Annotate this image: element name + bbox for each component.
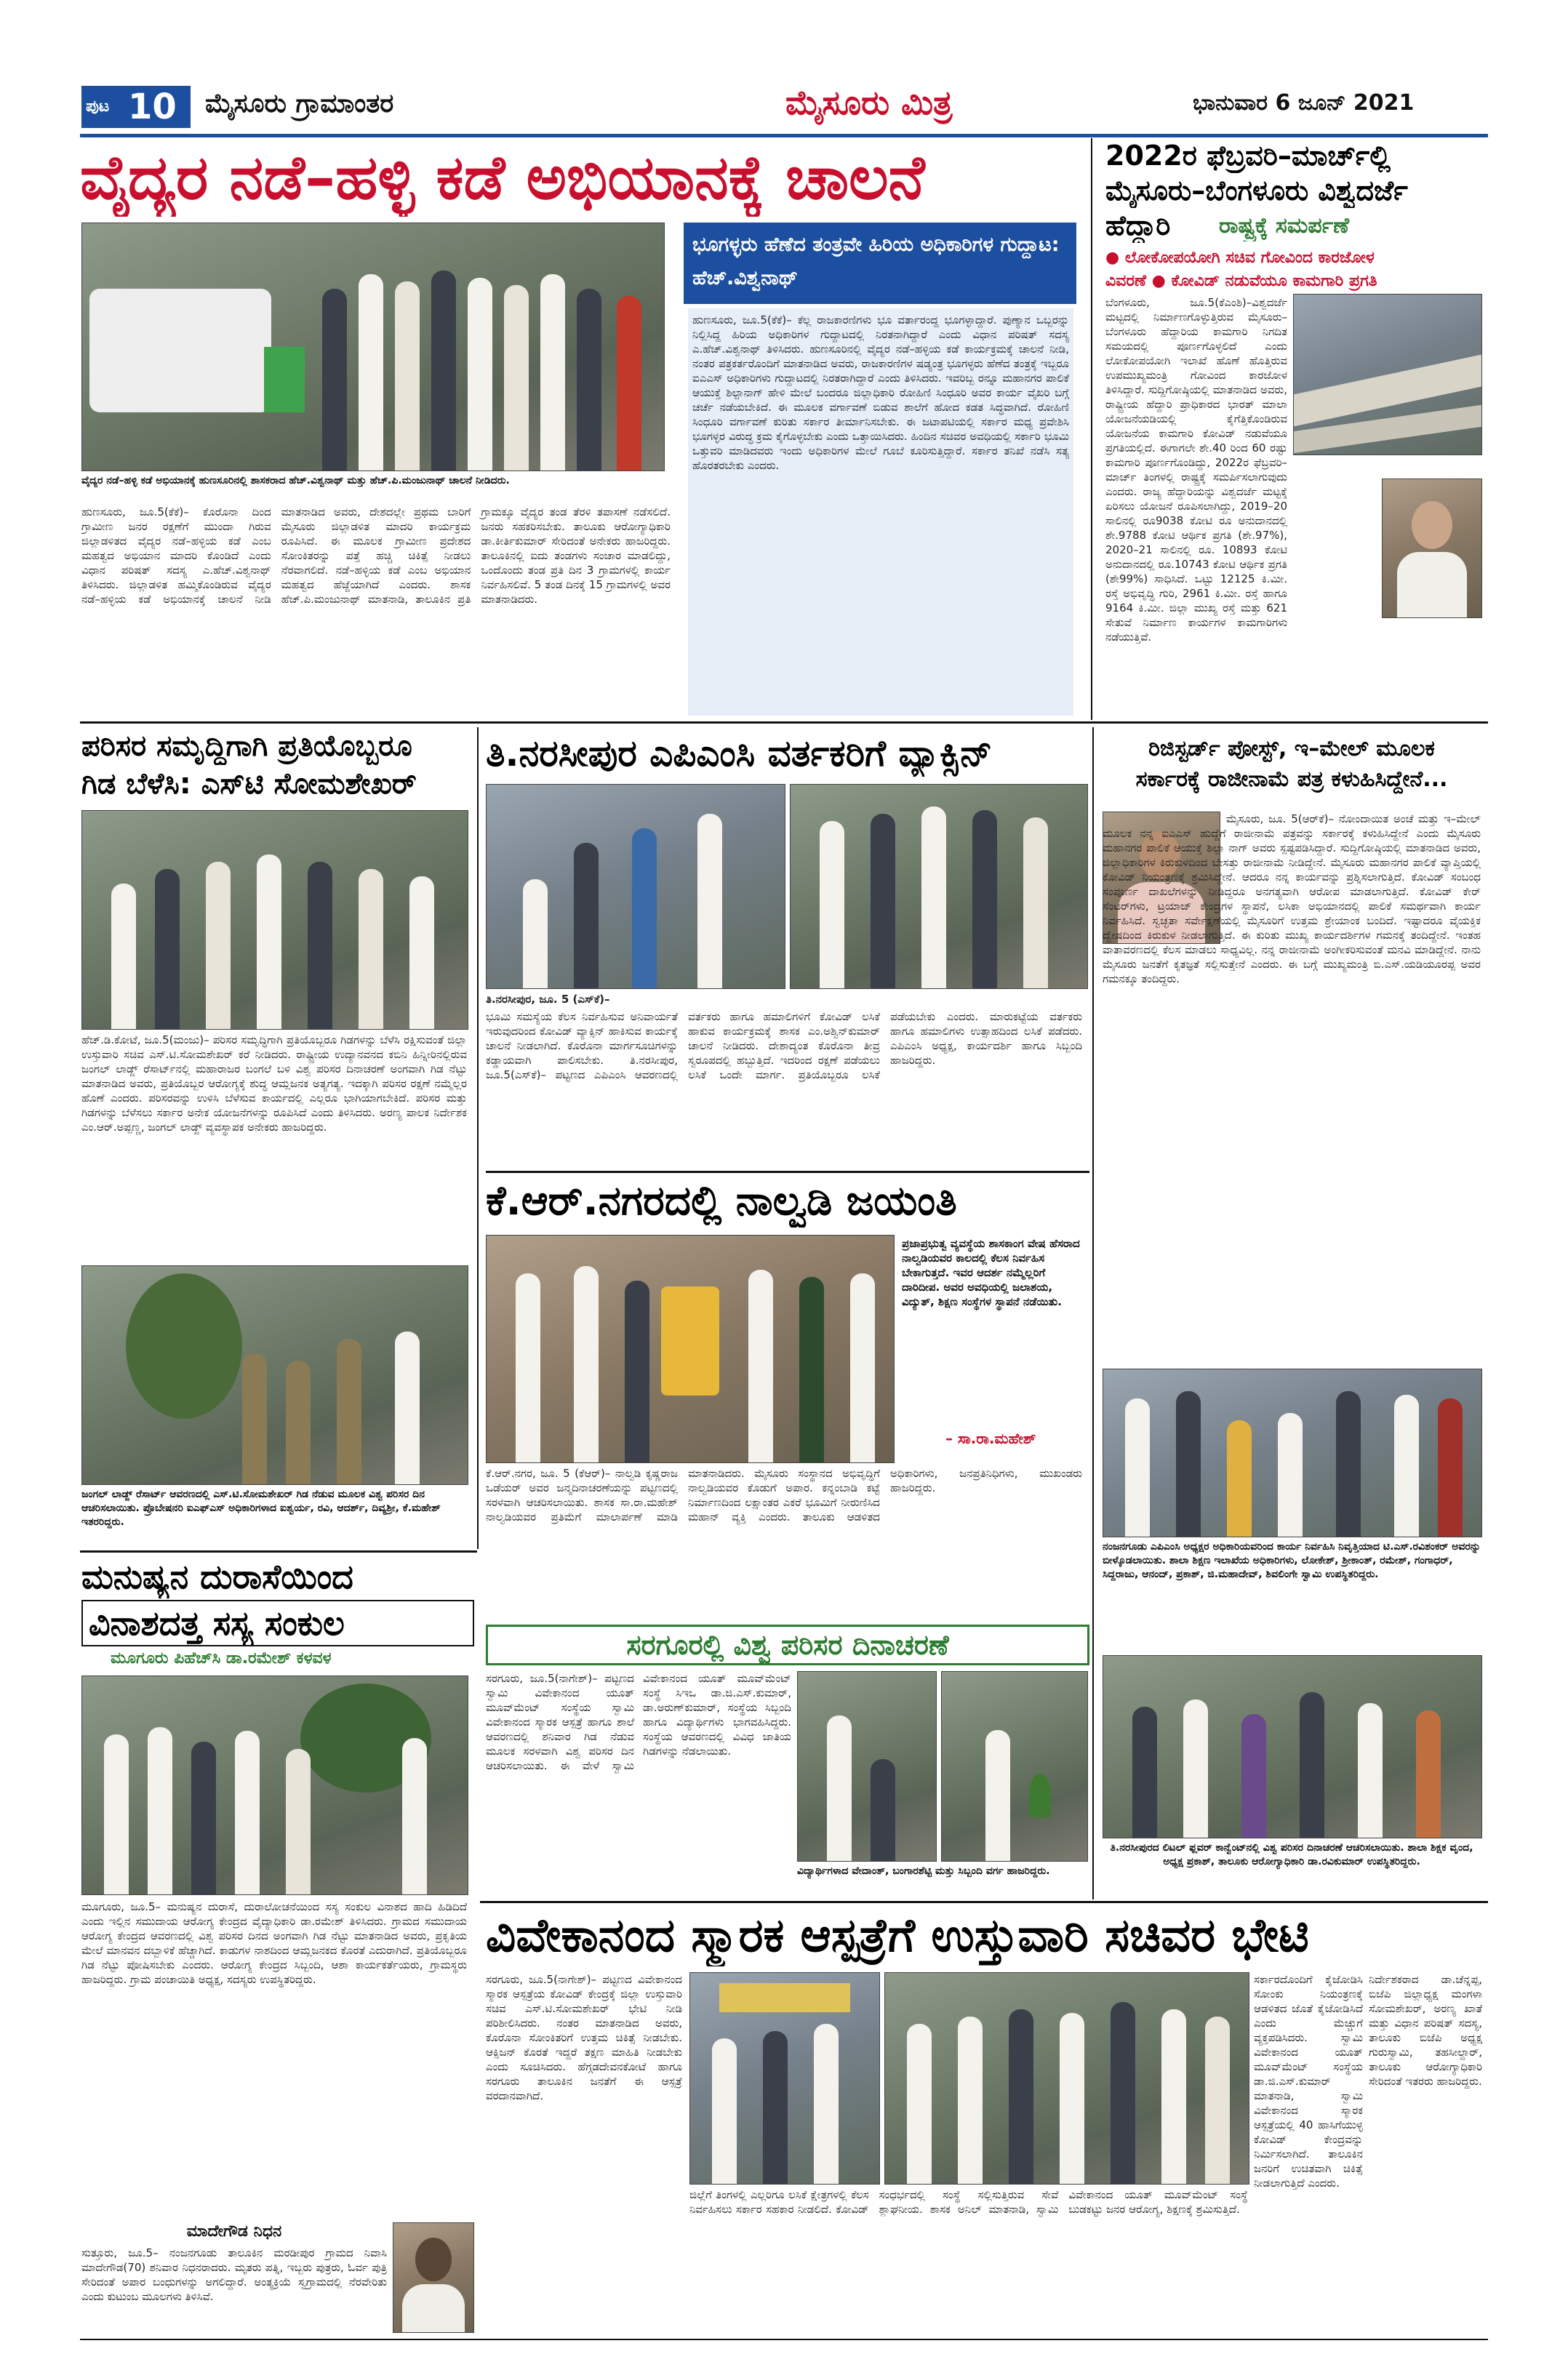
- vivekananda-headline: ವಿವೇಕಾನಂದ ಸ್ಮಾರಕ ಆಸ್ಪತ್ರೆಗೆ ಉಸ್ತುವಾರಿ ಸಚಿವರ ಭೇಟಿ: [486, 1909, 1309, 1963]
- vaccine-photo-1: [486, 784, 785, 989]
- vivekananda-body-4: ನಿರ್ದೇಶಕರಾದ ಡಾ.ಚೆನ್ನಪ್ಪ, ಬಿಜೆಪಿ ಜಿಲ್ಲಾಧ್ಯಕ್ಷ ಮಂಗಳಾ ಸೋಮಶೇಖರ್, ಅರಣ್ಯ ಖಾತೆ ಮತ್ತು ವಿಧಾನ ಪರಿಷತ್ ಸದಸ್ಯ, ತಾಲೂಕು ಬಿಜೆಪಿ ಅಧ್ಯಕ್ಷ ಗುರುಸ್ವಾಮಿ, ತಹಸೀಲ್ದಾರ್, ತಾಲೂಕು ಆರೋಗ್ಯಾಧಿಕಾರಿ ಸೇರಿದಂತೆ ಇತರರು ಹಾಜರಿದ್ದರು.: [1369, 1973, 1482, 2088]
- lead-caption: ವೈದ್ಯರ ನಡೆ–ಹಳ್ಳಿ ಕಡೆ ಅಭಿಯಾನಕ್ಕೆ ಹುಣಸೂರಿನಲ್ಲಿ ಶಾಸಕರಾದ ಹೆಚ್.ವಿಶ್ವನಾಥ್ ಮತ್ತು ಹೆಚ್.ಪಿ.ಮಂಜುನಾಥ್ ಚಾಲನೆ ನೀಡಿದರು.: [81, 475, 510, 487]
- sidebar1-headline: ಭೂಗಳ್ಳರು ಹೆಣೆದ ತಂತ್ರವೇ ಹಿರಿಯ ಅಧಿಕಾರಿಗಳ ಗುದ್ದಾಟ: ಹೆಚ್.ವಿಶ್ವನಾಥ್: [692, 233, 1060, 289]
- vivekananda-body-1: ಸರಗೂರು, ಜೂ.5(ನಾಗೇಶ್)– ಪಟ್ಟಣದ ವಿವೇಕಾನಂದ ಸ್ಮಾರಕ ಆಸ್ಪತ್ರೆಯ ಕೋವಿಡ್ ಕೇಂದ್ರಕ್ಕೆ ಜಿಲ್ಲಾ ಉಸ್ತುವಾರಿ ಸಚಿವ ಎಸ್.ಟಿ.ಸೋಮಶೇಖರ್ ಭೇಟಿ ನೀಡಿ ಪರಿಶೀಲಿಸಿದರು. ನಂತರ ಮಾತನಾಡಿದ ಅವರು, ಕೊರೊನಾ ಸೋಂಕಿತರಿಗೆ ಉತ್ತಮ ಚಿಕಿತ್ಸೆ ನೀಡಬೇಕು. ಆಕ್ಸಿಜನ್ ಕೊರತೆ ಇದ್ದರೆ ತಕ್ಷಣ ಮಾಹಿತಿ ನೀಡಬೇಕು ಎಂದು ಸೂಚಿಸಿದರು. ಹೆಗ್ಗಡದೇವನಕೋಟೆ ಹಾಗೂ ಸರಗೂರು ತಾಲೂಕಿನ ಜನತೆಗೆ ಈ ಆಸ್ಪತ್ರೆ ವರದಾನವಾಗಿದೆ.: [486, 1973, 682, 2102]
- sapling: [1029, 1774, 1051, 1817]
- greed-body: ಮೂಗೂರು, ಜೂ.5– ಮನುಷ್ಯನ ದುರಾಸೆ, ದುರಾಲೋಚನೆಯಿಂದ ಸಸ್ಯ ಸಂಕುಲ ವಿನಾಶದ ಹಾದಿ ಹಿಡಿದಿದೆ ಎಂದು ಇಲ್ಲಿನ ಸಮುದಾಯ ಆರೋಗ್ಯ ಕೇಂದ್ರದ ವೈದ್ಯಾಧಿಕಾರಿ ಡಾ.ರಮೇಶ್ ತಿಳಿಸಿದರು. ಗ್ರಾಮದ ಸಮುದಾಯ ಆರೋಗ್ಯ ಕೇಂದ್ರದ ಆವರಣದಲ್ಲಿ ವಿಶ್ವ ಪರಿಸರ ದಿನದ ಅಂಗವಾಗಿ ಗಿಡ ನೆಟ್ಟು ಮಾತನಾಡಿದ ಅವರು, ಪ್ರಕೃತಿಯ ಮೇಲೆ ಮಾನವನ ದಬ್ಬಾಳಿಕೆ ಹೆಚ್ಚಾಗಿದೆ. ಕಾಡುಗಳ ನಾಶದಿಂದ ಆಮ್ಲಜನಕದ ಕೊರತೆ ಎದುರಾಗಿದೆ. ಪ್ರತಿಯೊಬ್ಬರೂ ಗಿಡ ನೆಟ್ಟು ಪೋಷಿಸಬೇಕು ಎಂದರು. ಆರೋಗ್ಯ ಕೇಂದ್ರದ ಸಿಬ್ಬಂದಿ, ಆಶಾ ಕಾರ್ಯಕರ್ತೆಯರು, ಗ್ರಾಮಸ್ಥರು ಹಾಜರಿದ್ದರು. ಗ್ರಾಮ ಪಂಚಾಯಿತಿ ಅಧ್ಯಕ್ಷ, ಸದಸ್ಯರು ಉಪಸ್ಥಿತರಿದ್ದರು.: [81, 1900, 467, 1986]
- tree-shape: [126, 1273, 242, 1419]
- sargur-caption: ವಿದ್ಯಾರ್ಥಿಗಳಾದ ವೇದಾಂತ್, ಬಂಗಾರಶೆಟ್ಟಿ ಮತ್ತು ಸಿಬ್ಬಂದಿ ವರ್ಗ ಹಾಜರಿದ್ದರು.: [797, 1865, 1050, 1877]
- issue-date: ಭಾನುವಾರ 6 ಜೂನ್ 2021: [1193, 90, 1415, 116]
- greed-subhead: ಮೂಗೂರು ಪಿಹೆಚ್‌ಸಿ ಡಾ.ರಮೇಶ್ ಕಳವಳ: [111, 1649, 332, 1668]
- col-divider-3: [1092, 727, 1094, 1899]
- sargur-photo-2: [941, 1671, 1088, 1862]
- obit-head: [415, 2238, 452, 2281]
- page-label: ಪುಟ: [86, 97, 110, 116]
- expressway-bullet-2: ವಿವರಣೆ ● ಕೋವಿಡ್ ನಡುವೆಯೂ ಕಾಮಗಾರಿ ಪ್ರಗತಿ: [1105, 272, 1377, 290]
- greed-headline-1: ಮನುಷ್ಯನ ದುರಾಸೆಯಿಂದ: [81, 1557, 353, 1596]
- nalwadi-quote: ಪ್ರಜಾಪ್ರಭುತ್ವ ವ್ಯವಸ್ಥೆಯ ಶಾಸಕಾಂಗ ವೇಷ ಹೆಸರಾದ ನಾಲ್ವಡಿಯವರ ಕಾಲದಲ್ಲಿ ಕೆಲಸ ನಿರ್ವಹಿಸ ಬೇಕಾಗುತ್ತದೆ. ಇವರ ಆದರ್ಶ ನಮ್ಮೆಲ್ಲರಿಗೆ ದಾರಿದೀಪ. ಅವರ ಅವಧಿಯಲ್ಲಿ ಜಲಾಶಯ, ವಿದ್ಯುತ್, ಶಿಕ್ಷಣ ಸಂಸ್ಥೆಗಳ ಸ್ಥಾಪನೆ ನಡೆಯಿತು.: [902, 1237, 1080, 1308]
- brand-logo: ಮೈಸೂರು ಮಿತ್ರ: [785, 83, 953, 122]
- expressway-headline-3a: ಹೆದ್ದಾರಿ: [1105, 209, 1171, 241]
- minister-body: [1397, 552, 1467, 617]
- rule-row1: [80, 721, 1488, 724]
- rule-vivekananda: [480, 1901, 1488, 1903]
- bin-shape: [264, 347, 305, 412]
- lead-body: ಹುಣಸೂರು, ಜೂ.5(ಕೆಕೆ)– ಕೊರೊನಾ ದಿಂದ ಗ್ರಾಮೀಣ ಜನರ ರಕ್ಷಣೆಗೆ ಮುಂದಾ ಗಿರುವ ಜಿಲ್ಲಾಡಳಿತದ ವೈದ್ಯರ ನಡೆ–ಹಳ್ಳಿಯ ಕಡೆ ಎಂಬ ಮಹತ್ವದ ಅಭಿಯಾನ ಮಾದರಿ ಕೊಂಡಿದೆ ಎಂದು ವಿಧಾನ ಪರಿಷತ್ ಸದಸ್ಯ ಎ.ಹೆಚ್.ವಿಶ್ವನಾಥ್ ತಿಳಿಸಿದರು. ಜಿಲ್ಲಾಡಳಿತ ಹಮ್ಮಿಕೊಂಡಿರುವ ವೈದ್ಯರ ನಡೆ–ಹಳ್ಳಿಯ ಕಡೆ ಅಭಿಯಾನಕ್ಕೆ ಚಾಲನೆ ನೀಡಿ ಮಾತನಾಡಿದ ಅವರು, ದೇಶದಲ್ಲೇ ಪ್ರಥಮ ಬಾರಿಗೆ ಮೈಸೂರು ಜಿಲ್ಲಾಡಳಿತ ಮಾದರಿ ಕಾರ್ಯಕ್ರಮ ರೂಪಿಸಿದೆ. ಈ ಮೂಲಕ ಗ್ರಾಮೀಣ ಪ್ರದೇಶದ ಸೋಂಕಿತರನ್ನು ಪತ್ತೆ ಹಚ್ಚಿ ಚಿಕಿತ್ಸೆ ನೀಡಲು ನೆರವಾಗಲಿದೆ. ನಡೆ–ಹಳ್ಳಿಯ ಕಡೆ ಎಂಬ ಅಭಿಯಾನ ಮಹತ್ವದ ಹೆಜ್ಜೆಯಾಗಿದೆ ಎಂದರು. ಶಾಸಕ ಹೆಚ್.ಪಿ.ಮಂಜುನಾಥ್ ಮಾತನಾಡಿ, ತಾಲೂಕಿನ ಪ್ರತಿ ಗ್ರಾಮಕ್ಕೂ ವೈದ್ಯರ ತಂಡ ತೆರಳಿ ತಪಾಸಣೆ ನಡೆಸಲಿದೆ. ಜನರು ಸಹಕರಿಸಬೇಕು. ತಾಲೂಕು ಆರೋಗ್ಯಾಧಿಕಾರಿ ಡಾ.ಕೀರ್ತಿಕುಮಾರ್ ಸೇರಿದಂತೆ ಅನೇಕರು ಹಾಜರಿದ್ದರು. ತಾಲೂಕಿನಲ್ಲಿ ಐದು ತಂಡಗಳು ಸಂಚಾರ ಮಾಡಲಿದ್ದು, ಒಂದೊಂದು ತಂಡ ಪ್ರತಿ ದಿನ 3 ಗ್ರಾಮಗಳಲ್ಲಿ ಕಾರ್ಯ ನಿರ್ವಹಿಸಲಿವೆ. 5 ತಂಡ ದಿನಕ್ಕೆ 15 ಗ್ರಾಮಗಳಲ್ಲಿ ಅವರ ಮಾತನಾಡಿದರು.: [81, 505, 671, 606]
- vaccine-photo-2: [790, 784, 1088, 989]
- vivekananda-photo-2: [884, 1972, 1249, 2185]
- vivekananda-body-2: ಜಿಲ್ಲೆಗೆ ತಿಂಗಳಲ್ಲಿ ಎಲ್ಲರಿಗೂ ಲಸಿಕೆ ಕ್ಷೇತ್ರಗಳಲ್ಲಿ ಕೆಲಸ ನಿರ್ವಹಿಸಲು ಸರ್ಕಾರ ಸಹಕಾರ ನೀಡಲಿದೆ. ಕೋವಿಡ್ ಸಂಧರ್ಭದಲ್ಲಿ ಸಂಸ್ಥೆ ಸಲ್ಲಿಸುತ್ತಿರುವ ಸೇವೆ ಶ್ಲಾಘನೀಯ. ಶಾಸಕ ಅನಿಲ್ ಮಾತನಾಡಿ, ಸ್ವಾಮಿ ವಿವೇಕಾನಂದ ಯೂತ್ ಮೂವ್‌ಮೆಂಟ್ ಸಂಸ್ಥೆ ಬುಡಕಟ್ಟು ಜನರ ಆರೋಗ್ಯ, ಶಿಕ್ಷಣಕ್ಕೆ ಶ್ರಮಿಸುತ್ತಿದೆ.: [689, 2188, 1248, 2216]
- expressway-headline-2: ಮೈಸೂರು–ಬೆಂಗಳೂರು ವಿಶ್ವದರ್ಜೆ: [1105, 175, 1408, 207]
- expressway-body: ಬೆಂಗಳೂರು, ಜೂ.5(ಕೆಎಂಶಿ)–ವಿಶ್ವದರ್ಜೆ ಮಟ್ಟದಲ್ಲಿ ನಿರ್ಮಾಣಗೊಳ್ಳುತ್ತಿರುವ ಮೈಸೂರು–ಬೆಂಗಳೂರು ಹೆದ್ದಾರಿಯ ಕಾಮಗಾರಿ ನಿಗದಿತ ಸಮಯದಲ್ಲಿ ಪೂರ್ಣಗೊಳ್ಳಲಿದೆ ಎಂದು ಲೋಕೋಪಯೋಗಿ ಇಲಾಖೆ ಹೊಣೆ ಹೊತ್ತಿರುವ ಉಪಮುಖ್ಯಮಂತ್ರಿ ಗೋವಿಂದ ಕಾರಜೋಳ ತಿಳಿಸಿದ್ದಾರೆ. ಸುದ್ದಿಗೋಷ್ಠಿಯಲ್ಲಿ ಮಾತನಾಡಿದ ಅವರು, ರಾಷ್ಟ್ರೀಯ ಹೆದ್ದಾರಿ ಪ್ರಾಧಿಕಾರದ ಭಾರತ್ ಮಾಲಾ ಯೋಜನೆಯಡಿಯಲ್ಲಿ ಕೈಗೆತ್ತಿಕೊಂಡಿರುವ ಯೋಜನೆಯ ಕಾಮಗಾರಿ ಕೋವಿಡ್ ನಡುವೆಯೂ ಪ್ರಗತಿಯಲ್ಲಿದೆ. ಈಗಾಗಲೇ ಶೇ.40 ರಿಂದ 60 ರಷ್ಟು ಕಾಮಗಾರಿ ಪೂರ್ಣಗೊಂಡಿದ್ದು, 2022ರ ಫೆಬ್ರವರಿ–ಮಾರ್ಚ್ ತಿಂಗಳಲ್ಲಿ ರಾಷ್ಟ್ರಕ್ಕೆ ಸಮರ್ಪಿಸಲಾಗುವುದು ಎಂದರು. ರಾಜ್ಯ ಹೆದ್ದಾರಿಯನ್ನು ವಿಶ್ವದರ್ಜೆ ಮಟ್ಟಕ್ಕೆ ಏರಿಸಲು ಯೋಜನೆ ರೂಪಿಸಲಾಗಿದ್ದು, 2019–20 ಸಾಲಿನಲ್ಲಿ ರೂ9038 ಕೋಟಿ ರೂ ಅನುದಾನದಲ್ಲಿ ಶೇ.9788 ಕೋಟಿ ಆರ್ಥಿಕ ಪ್ರಗತಿ (ಶೇ.97%), 2020–21 ಸಾಲಿನಲ್ಲಿ ರೂ. 10893 ಕೋಟಿ ಅನುದಾನದಲ್ಲಿ ರೂ.10743 ಕೋಟಿ ಆರ್ಥಿಕ ಪ್ರಗತಿ (ಶೇ99%) ಸಾಧಿಸಿದೆ. ಒಟ್ಟು 12125 ಕಿ.ಮೀ. ರಸ್ತೆ ಅಭಿವೃದ್ಧಿ ಗುರಿ, 2961 ಕಿ.ಮೀ. ರಸ್ತೆ ಹಾಗೂ 9164 ಕಿ.ಮೀ. ಜಿಲ್ಲಾ ಮುಖ್ಯ ರಸ್ತೆ ಮತ್ತು 621 ಸೇತುವೆ ನಿರ್ಮಾಣ ಕಾರ್ಯಗಳ ಕಾಮಗಾರಿಗಳು ನಡೆಯುತ್ತಿವೆ.: [1105, 296, 1287, 644]
- vaccine-caption-dateline: ತಿ.ನರಸೀಪುರ, ಜೂ. 5 (ಎಸ್‌ಕೆ)–: [486, 993, 610, 1006]
- page-number: 10: [128, 87, 177, 127]
- greed-headline-2: ವಿನಾಶದತ್ತ ಸಸ್ಯ ಸಂಕುಲ: [81, 1600, 474, 1646]
- plant-body: ಹೆಚ್.ಡಿ.ಕೋಟೆ, ಜೂ.5(ಮಂಜು)– ಪರಿಸರ ಸಮೃದ್ಧಿಗಾಗಿ ಪ್ರತಿಯೊಬ್ಬರೂ ಗಿಡಗಳನ್ನು ಬೆಳೆಸಿ ರಕ್ಷಿಸುವಂತೆ ಜಿಲ್ಲಾ ಉಸ್ತುವಾರಿ ಸಚಿವ ಎಸ್.ಟಿ.ಸೋಮಶೇಖರ್ ಕರೆ ನೀಡಿದರು. ರಾಷ್ಟ್ರೀಯ ಉದ್ಯಾನವನದ ಕಬಿನಿ ಹಿನ್ನೀರಿನಲ್ಲಿರುವ ಜಂಗಲ್ ಲಾಡ್ಜ್ ರೆಸಾರ್ಟ್‌ನಲ್ಲಿ ಮಹಾರಾಜರ ಬಂಗಲೆ ಬಳಿ ವಿಶ್ವ ಪರಿಸರ ದಿನಾಚರಣೆ ಅಂಗವಾಗಿ ಗಿಡ ನೆಟ್ಟು ಮಾತನಾಡಿದ ಅವರು, ಪ್ರತಿಯೊಬ್ಬರ ಆರೋಗ್ಯಕ್ಕೆ ಶುದ್ಧ ಆಮ್ಲಜನಕ ಅತ್ಯಗತ್ಯ. ಇದಕ್ಕಾಗಿ ಪರಿಸರ ರಕ್ಷಣೆ ನಮ್ಮೆಲ್ಲರ ಹೊಣೆ ಎಂದರು. ಪರಿಸರವನ್ನು ಉಳಿಸಿ ಬೆಳೆಸುವ ಕಾರ್ಯದಲ್ಲಿ ಎಲ್ಲರೂ ಭಾಗಿಯಾಗಬೇಕಿದೆ. ಪರಿಸರ ಮತ್ತು ಗಿಡಗಳನ್ನು ಬೆಳೆಸಲು ಸರ್ಕಾರ ಅನೇಕ ಯೋಜನೆಗಳನ್ನು ರೂಪಿಸಿದೆ ಎಂದು ತಿಳಿಸಿದರು. ಅರಣ್ಯ ಪಾಲಕ ನಿರ್ದೇಶಕ ಎಂ.ಆರ್.ಅಪ್ಪಣ್ಣ, ಜಂಗಲ್ ಲಾಡ್ಜ್ ವ್ಯವಸ್ಥಾಪಕ ಅನೇಕರು ಹಾಜರಿದ್ದರು.: [81, 1033, 467, 1134]
- sidebar1-body: ಹುಣಸೂರು, ಜೂ.5(ಕೆಕೆ)– ಕೆಲ್ಲ ರಾಜಕಾರಣಿಗಳು ಭೂ ವರ್ತಾರಂದ್ದ ಭೂಗಳ್ಳಾದ್ದಾರೆ. ಪುಣ್ಯಾನ ಒಬ್ಬರನ್ನು ನಿಲ್ಲಿಸಿದ್ದ ಹಿರಿಯ ಅಧಿಕಾರಿಗಳ ಗುದ್ದಾಟದಲ್ಲಿ ನಿರತನಾಗಿದ್ದಾರೆ ಎಂದು ವಿಧಾನ ಪರಿಷತ್ ಸದಸ್ಯ ಎ.ಹೆಚ್.ವಿಶ್ವನಾಥ್ ತಿಳಿಸಿದರು. ಹುಣಸೂರಿನಲ್ಲಿ ವೈದ್ಯರ ನಡೆ–ಹಳ್ಳಿಯ ಕಡೆ ಕಾರ್ಯಕ್ರಮಕ್ಕೆ ಚಾಲನೆ ನೀಡಿ, ನಂತರ ಪತ್ರಕರ್ತರೊಂದಿಗೆ ಮಾತನಾಡಿದ ಅವರು, ರಾಜಕಾರಣಿಗಳ ಷಡ್ಯಂತ್ರ ಭೂಗಳ್ಳರು ಹೆಣೆದ ತಂತ್ರಕ್ಕೆ ಇಬ್ಬರೂ ಐಎಎಸ್ ಅಧಿಕಾರಿಗಳು ಗುದ್ದಾಟದಲ್ಲಿ ನಿರತರಾಗಿದ್ದಾರೆ ಎಂದು ತಿಳಿಸಿದರು. ಇವರಿಬ್ಬ ರನ್ನೂ ಮಹಾನಗರ ಪಾಲಿಕೆ ಆಯುಕ್ತೆ ಶಿಲ್ಪಾನಾಗ್ ಹೇಳಿ ಮೇಲೆ ಬಂದರೂ ಜಿಲ್ಲಾಧಿಕಾರಿ ರೋಹಿಣಿ ಸಿಂಧೂರಿ ಅವರ ಕಾರ್ಯ ವೈಖರಿ ಬಗ್ಗೆ ಚರ್ಚೆ ನಡೆಯಬೇಕಿದೆ. ಈ ಮೂಲಕ ವರ್ಗಾವಣೆ ಬಿಡುವ ಶಾಲೆಗೆ ಹೋದ ಕಡತ ಸಿದ್ಧವಾಗಿದೆ. ರೋಹಿಣಿ ಸಿಂಧೂರಿ ವರ್ಗಾವಣೆ ಕುರಿತು ಸರ್ಕಾರ ತೀರ್ಮಾನಿಸಬೇಕು. ಈ ಜಟಾಪಟಿಯಲ್ಲಿ ಸರ್ಕಾರ ಮಧ್ಯ ಪ್ರವೇಶಿಸಿ ಭೂಗಳ್ಳರ ವಿರುದ್ಧ ಕ್ರಮ ಕೈಗೊಳ್ಳಬೇಕು ಎಂದು ಒತ್ತಾಯಿಸಿದರು. ಹಿಂದಿನ ಸಚಿವರ ಅವಧಿಯಲ್ಲಿ ಸರ್ಕಾರಿ ಭೂಮಿ ಒತ್ತುವರಿ ಮಾಡಿದವರು ಇಂದು ಅಧಿಕಾರಿಗಳ ಮೇಲೆ ಗೂಬೆ ಕೂರಿಸುತ್ತಿದ್ದಾರೆ. ಸರ್ಕಾರ ತನಿಖೆ ನಡೆಸಿ ಸತ್ಯ ಹೊರತರಬೇಕು ಎಂದರು.: [688, 308, 1073, 716]
- tnpur-caption: ತಿ.ನರಸೀಪುರದ ಲಿಟಲ್ ಫ್ಲವರ್ ಕಾನ್ವೆಂಟ್‌ನಲ್ಲಿ ವಿಶ್ವ ಪರಿಸರ ದಿನಾಚರಣೆ ಆಚರಿಸಲಾಯಿತು. ಶಾಲಾ ಶಿಕ್ಷಕ ವೃಂದ, ಅಧ್ಯಕ್ಷ ಪ್ರಕಾಶ್, ತಾಲೂಕು ಆರೋಗ್ಯಾಧಿಕಾರಿ ಡಾ.ರವಿಕುಮಾರ್ ಉಪಸ್ಥಿತರಿದ್ದರು.: [1110, 1842, 1473, 1867]
- plant-caption: ಜಂಗಲ್ ಲಾಡ್ಜ್ ರೆಸಾರ್ಟ್ ಆವರಣದಲ್ಲಿ ಎಸ್.ಟಿ.ಸೋಮಶೇಖರ್ ಗಿಡ ನೆಡುವ ಮೂಲಕ ವಿಶ್ವ ಪರಿಸರ ದಿನ ಆಚರಿಸಲಾಯಿತು. ಪ್ರೊಬೇಷನರಿ ಐಎಫ್‌ಎಸ್ ಅಧಿಕಾರಿಗಳಾದ ಐಶ್ವರ್ಯ, ರವಿ, ಆದರ್ಶ್, ದಿವ್ಯಶ್ರೀ, ಕೆ.ಮಹೇಶ್ ಇತರರಿದ್ದರು.: [81, 1489, 441, 1528]
- car-shape: [89, 289, 271, 412]
- vaccine-body: ಭೂಮಿ ಸಮಸ್ಯೆಯ ಕೆಲಸ ನಿರ್ವಹಿಸುವ ಅನಿವಾರ್ಯತೆ ಇರುವುದರಿಂದ ಕೋವಿಡ್ ವ್ಯಾಕ್ಸಿನ್ ಹಾಕಿಸುವ ಕಾರ್ಯಕ್ಕೆ ಚಾಲನೆ ನೀಡಲಾಗಿದೆ. ಕೊರೊನಾ ಮಾರ್ಗಸೂಚಿಗಳನ್ನು ಕಡ್ಡಾಯವಾಗಿ ಪಾಲಿಸಬೇಕು. ತಿ.ನರಸೀಪುರ, ಜೂ.5(ಎಸ್‌ಕೆ)– ಪಟ್ಟಣದ ಎಪಿಎಂಸಿ ಆವರಣದಲ್ಲಿ ವರ್ತಕರು ಹಾಗೂ ಹಮಾಲಿಗಳಿಗೆ ಕೋವಿಡ್ ಲಸಿಕೆ ಹಾಕುವ ಕಾರ್ಯಕ್ರಮಕ್ಕೆ ಶಾಸಕ ಎಂ.ಅಶ್ವಿನ್‌ಕುಮಾರ್ ಚಾಲನೆ ನೀಡಿದರು. ದೇಶಾದ್ಯಂತ ಕೊರೊನಾ ತೀವ್ರ ಸ್ವರೂಪದಲ್ಲಿ ಹಬ್ಬುತ್ತಿದೆ. ಇದರಿಂದ ರಕ್ಷಣೆ ಪಡೆಯಲು ಲಸಿಕೆ ಒಂದೇ ಮಾರ್ಗ. ಪ್ರತಿಯೊಬ್ಬರೂ ಲಸಿಕೆ ಪಡೆಯಬೇಕು ಎಂದರು. ಮಾರುಕಟ್ಟೆಯ ವರ್ತಕರು ಹಾಗೂ ಹಮಾಲಿಗಳು ಉತ್ಸಾಹದಿಂದ ಲಸಿಕೆ ಪಡೆದರು. ಎಪಿಎಂಸಿ ಅಧ್ಯಕ್ಷ, ಕಾರ್ಯದರ್ಶಿ ಹಾಗೂ ಸಿಬ್ಬಂದಿ ಹಾಜರಿದ್ದರು.: [486, 1010, 1082, 1081]
- nalwadi-body: ಕೆ.ಆರ್.ನಗರ, ಜೂ. 5 (ಕೆಆರ್‌)– ನಾಲ್ವಡಿ ಕೃಷ್ಣರಾಜ ಒಡೆಯರ್ ಅವರ ಜನ್ಮದಿನಾಚರಣೆಯನ್ನು ಪಟ್ಟಣದಲ್ಲಿ ಸರಳವಾಗಿ ಆಚರಿಸಲಾಯಿತು. ಶಾಸಕ ಸಾ.ರಾ.ಮಹೇಶ್ ನಾಲ್ವಡಿಯವರ ಪ್ರತಿಮೆಗೆ ಮಾಲಾರ್ಪಣೆ ಮಾಡಿ ಮಾತನಾಡಿದರು. ಮೈಸೂರು ಸಂಸ್ಥಾನದ ಅಭಿವೃದ್ಧಿಗೆ ನಾಲ್ವಡಿಯವರ ಕೊಡುಗೆ ಅಪಾರ. ಕನ್ನಂಬಾಡಿ ಕಟ್ಟೆ ನಿರ್ಮಾಣದಿಂದ ಲಕ್ಷಾಂತರ ಎಕರೆ ಭೂಮಿಗೆ ನೀರುಣಿಸಿದ ಮಹಾನ್ ವ್ಯಕ್ತಿ ಎಂದರು. ತಾಲೂಕು ಆಡಳಿತದ ಅಧಿಕಾರಿಗಳು, ಜನಪ್ರತಿನಿಧಿಗಳು, ಮುಖಂಡರು ಹಾಜರಿದ್ದರು.: [486, 1467, 1082, 1524]
- plant-photo-1: [81, 810, 468, 1030]
- nalwadi-photo: [486, 1235, 895, 1463]
- vivekananda-body-3: ಸರ್ಕಾರದೊಂದಿಗೆ ಕೈಜೋಡಿಸಿ ಸೋಂಕು ನಿಯಂತ್ರಣಕ್ಕೆ ಆಡಳಿತದ ಜೊತೆ ಕೈಜೋಡಿಸಿದೆ ಎಂದು ಮೆಚ್ಚುಗೆ ವ್ಯಕ್ತಪಡಿಸಿದರು. ಸ್ವಾಮಿ ವಿವೇಕಾನಂದ ಯೂತ್ ಮೂವ್‌ಮೆಂಟ್ ಸಂಸ್ಥೆಯ ಡಾ.ಜಿ.ಎಸ್.ಕುಮಾರ್ ಮಾತನಾಡಿ, ಸ್ವಾಮಿ ವಿವೇಕಾನಂದ ಸ್ಮಾರಕ ಆಸ್ಪತ್ರೆಯಲ್ಲಿ 40 ಹಾಸಿಗೆಯುಳ್ಳ ಕೋವಿಡ್ ಕೇಂದ್ರವನ್ನು ನಿರ್ಮಿಸಲಾಗಿದೆ. ತಾಲೂಕಿನ ಜನರಿಗೆ ಉಚಿತವಾಗಿ ಚಿಕಿತ್ಸೆ ನೀಡಲಾಗುತ್ತಿದೆ ಎಂದರು.: [1254, 1973, 1363, 2190]
- expressway-bullet-1: ● ಲೋಕೋಪಯೋಗಿ ಸಚಿವ ಗೋವಿಂದ ಕಾರಜೋಳ: [1105, 249, 1375, 267]
- nanjangud-caption: ನಂಜನಗೂಡು ಎಪಿಎಂಸಿ ಅಧ್ಯಕ್ಷರ ಅಧಿಕಾರಿಯವರಿಂದ ಕಾರ್ಯ ನಿರ್ವಹಿಸಿ ನಿವೃತ್ತಿಯಾದ ಟಿ.ಎಸ್.ರವಿಶಂಕರ್ ಅವರನ್ನು ಬೀಳ್ಕೊಡಲಾಯಿತು. ಶಾಲಾ ಶಿಕ್ಷಣ ಇಲಾಖೆಯ ಅಧಿಕಾರಿಗಳು, ಲೋಕೇಶ್, ಶ್ರೀಕಾಂತ್, ರಮೇಶ್, ಗಂಗಾಧರ್, ಸಿದ್ದರಾಜು, ಆನಂದ್, ಪ್ರಕಾಶ್, ಜಿ.ಮಹಾದೇವ್, ಶಿವಲಿಂಗೇ ಸ್ವಾಮಿ ಉಪಸ್ಥಿತರಿದ್ದರು.: [1103, 1541, 1481, 1580]
- section-name: ಮೈಸೂರು ಗ್ರಾಮಾಂತರ: [205, 89, 394, 119]
- highway-photo: [1293, 294, 1482, 455]
- nalwadi-quote-author: – ಸಾ.ರಾ.ಮಹೇಶ್: [945, 1430, 1036, 1447]
- obit-body: [402, 2284, 465, 2332]
- col-divider-2: [477, 727, 479, 1549]
- vivekananda-photo-1: [689, 1972, 880, 2185]
- hospital-sign: [719, 1983, 850, 2012]
- obituary-body: ಸುತ್ತೂರು, ಜೂ.5– ನಂಜನಗೂಡು ತಾಲೂಕಿನ ಮರಡೀಪುರ ಗ್ರಾಮದ ನಿವಾಸಿ ಮಾದೇಗೌಡ(70) ಶನಿವಾರ ನಿಧನರಾದರು. ಮೃತರು ಪತ್ನಿ, ಇಬ್ಬರು ಪುತ್ರರು, ಓರ್ವ ಪುತ್ರಿ ಸೇರಿದಂತೆ ಅಪಾರ ಬಂಧುಗಳನ್ನು ಅಗಲಿದ್ದಾರೆ. ಅಂತ್ಯಕ್ರಿಯೆ ಸ್ವಗ್ರಾಮದಲ್ಲಿ ನೆರವೇರಿತು ಎಂದು ಕುಟುಂಬ ಮೂಲಗಳು ತಿಳಿಸಿವೆ.: [81, 2246, 387, 2303]
- obituary-title: ಮಾದೇಗೌಡ ನಿಧನ: [186, 2222, 282, 2241]
- lead-photo: [81, 223, 665, 471]
- sargur-headline: ಸರಗೂರಲ್ಲಿ ವಿಶ್ವ ಪರಿಸರ ದಿನಾಚರಣೆ: [626, 1629, 949, 1661]
- rule-greed: [80, 1550, 477, 1553]
- nanjangud-photo: [1103, 1369, 1482, 1537]
- nalwadi-headline: ಕೆ.ಆರ್.ನಗರದಲ್ಲಿ ನಾಲ್ವಡಿ ಜಯಂತಿ: [486, 1177, 957, 1225]
- portrait-flowers: [661, 1286, 719, 1396]
- vaccine-headline: ತಿ.ನರಸೀಪುರ ಎಪಿಎಂಸಿ ವರ್ತಕರಿಗೆ ವ್ಯಾಕ್ಸಿನ್: [486, 732, 993, 774]
- tnpur-photo: [1103, 1655, 1482, 1838]
- resign-headline-1: ರಿಜಿಸ್ಟರ್ಡ್ ಪೋಸ್ಟ್, ಇ–ಮೇಲ್ ಮೂಲಕ: [1148, 736, 1435, 761]
- rule-nalwadi: [486, 1171, 1089, 1173]
- expressway-headline-1: 2022ರ ಫೆಬ್ರವರಿ–ಮಾರ್ಚ್‌ಲ್ಲಿ: [1105, 140, 1391, 172]
- minister-head: [1412, 501, 1452, 549]
- footer-rule: [80, 2339, 1488, 2340]
- masthead-rule: [80, 134, 1488, 137]
- expressway-headline-3b: ರಾಷ್ಟ್ರಕ್ಕೆ ಸಮರ್ಪಣೆ: [1213, 211, 1355, 241]
- plant-headline-1: ಪರಿಸರ ಸಮೃದ್ಧಿಗಾಗಿ ಪ್ರತಿಯೊಬ್ಬರೂ: [81, 729, 412, 763]
- resign-body: ಮೈಸೂರು, ಜೂ. 5(ಆರ್‌ಕೆ)– ನೋಂದಾಯಿತ ಅಂಚೆ ಮತ್ತು ಇ–ಮೇಲ್ ಮೂಲಕ ನನ್ನ ಐಎಎಸ್ ಹುದ್ದೆಗೆ ರಾಜೀನಾಮೆ ಪತ್ರವನ್ನು ಸರ್ಕಾರಕ್ಕೆ ಕಳುಹಿಸಿದ್ದೇನೆ ಎಂದು ಮೈಸೂರು ಮಹಾನಗರ ಪಾಲಿಕೆ ಆಯುಕ್ತೆ ಶಿಲ್ಪಾ ನಾಗ್ ಅವರು ಸ್ಪಷ್ಟಪಡಿಸಿದ್ದಾರೆ. ಸುದ್ದಿಗೋಷ್ಠಿಯಲ್ಲಿ ಮಾತನಾಡಿದ ಅವರು, ಜಿಲ್ಲಾಧಿಕಾರಿಗಳ ಕಿರುಕುಳದಿಂದ ಬೇಸತ್ತು ರಾಜೀನಾಮೆ ನೀಡಿದ್ದೇನೆ. ಮೈಸೂರು ಮಹಾನಗರ ಪಾಲಿಕೆ ವ್ಯಾಪ್ತಿಯಲ್ಲಿ ಕೋವಿಡ್ ನಿಯಂತ್ರಣಕ್ಕೆ ಶ್ರಮಿಸಿದ್ದೇನೆ. ಆದರೂ ನನ್ನ ಕಾರ್ಯವನ್ನು ಪ್ರಶ್ನಿಸಲಾಗುತ್ತಿದೆ. ಕೋವಿಡ್ ಸಂಬಂಧ ಸಂಪೂರ್ಣ ದಾಖಲೆಗಳನ್ನು ನೀಡಿದ್ದರೂ ಅನಗತ್ಯವಾಗಿ ಆರೋಪ ಮಾಡಲಾಗುತ್ತಿದೆ. ಕೋವಿಡ್ ಕೇರ್ ಸೆಂಟರ್‌ಗಳು, ಟ್ರಯಾಜ್ ಕೇಂದ್ರಗಳ ಸ್ಥಾಪನೆ, ಲಸಿಕಾ ಅಭಿಯಾನದಲ್ಲಿ ಪಾಲಿಕೆ ಸಮರ್ಥವಾಗಿ ಕಾರ್ಯ ನಿರ್ವಹಿಸಿದೆ. ಸ್ವಚ್ಛತಾ ಸರ್ವೇಕ್ಷಣೆಯಲ್ಲಿ ಮೈಸೂರಿಗೆ ಉತ್ತಮ ಶ್ರೇಯಾಂಕ ಬಂದಿದೆ. ಇಷ್ಟಾದರೂ ವೈಯಕ್ತಿಕ ದ್ವೇಷದಿಂದ ಕಿರುಕುಳ ನೀಡಲಾಗುತ್ತಿದೆ. ಈ ಕುರಿತು ಮುಖ್ಯ ಕಾರ್ಯದರ್ಶಿಗಳ ಗಮನಕ್ಕೆ ತಂದಿದ್ದೇನೆ. ಇಂತಹ ವಾತಾವರಣದಲ್ಲಿ ಕೆಲಸ ಮಾಡಲು ಸಾಧ್ಯವಿಲ್ಲ. ನನ್ನ ರಾಜೀನಾಮೆ ಅಂಗೀಕರಿಸುವಂತೆ ಮನವಿ ಮಾಡಿದ್ದೇನೆ. ನಾನು ಮೈಸೂರು ಜನತೆಗೆ ಕೃತಜ್ಞತೆ ಸಲ್ಲಿಸುತ್ತೇನೆ ಎಂದರು. ಈ ಬಗ್ಗೆ ಮುಖ್ಯಮಂತ್ರಿ ಬಿ.ಎಸ್.ಯಡಿಯೂರಪ್ಪ ಅವರ ಗಮನಕ್ಕೂ ತಂದಿದ್ದರು.: [1103, 812, 1481, 985]
- obituary-photo: [393, 2222, 474, 2333]
- resign-headline-2: ಸರ್ಕಾರಕ್ಕೆ ರಾಜೀನಾಮೆ ಪತ್ರ ಕಳುಹಿಸಿದ್ದೇನೆ...: [1135, 766, 1448, 792]
- greed-photo: [81, 1676, 468, 1895]
- lead-headline: ವೈದ್ಯರ ನಡೆ–ಹಳ್ಳಿ ಕಡೆ ಅಭಿಯಾನಕ್ಕೆ ಚಾಲನೆ: [80, 142, 925, 213]
- minister-photo: [1382, 479, 1482, 618]
- col-divider-1: [1091, 138, 1092, 720]
- sargur-photo-1: [797, 1671, 937, 1862]
- plant-headline-2: ಗಿಡ ಬೆಳೆಸಿ: ಎಸ್‌ಟಿ ಸೋಮಶೇಖರ್: [81, 767, 417, 801]
- sargur-body: ಸರಗೂರು, ಜೂ.5(ನಾಗೇಶ್)– ಪಟ್ಟಣದ ಸ್ವಾಮಿ ವಿವೇಕಾನಂದ ಯೂತ್ ಮೂವ್‌ಮೆಂಟ್ ಸಂಸ್ಥೆಯ ಸ್ವಾಮಿ ವಿವೇಕಾನಂದ ಸ್ಮಾರಕ ಆಸ್ಪತ್ರೆ ಹಾಗೂ ಶಾಲೆ ಆವರಣದಲ್ಲಿ ಶನಿವಾರ ಗಿಡ ನೆಡುವ ಮೂಲಕ ಸರಳವಾಗಿ ವಿಶ್ವ ಪರಿಸರ ದಿನ ಆಚರಿಸಲಾಯಿತು. ಈ ವೇಳೆ ಸ್ವಾಮಿ ವಿವೇಕಾನಂದ ಯೂತ್ ಮೂವ್‌ಮೆಂಟ್ ಸಂಸ್ಥೆ ಸಿಇಒ ಡಾ.ಜಿ.ಎಸ್.ಕುಮಾರ್, ಡಾ.ಅರುಣ್‌ಕುಮಾರ್, ಸಂಸ್ಥೆಯ ಸಿಬ್ಬಂದಿ ಹಾಗೂ ವಿದ್ಯಾರ್ಥಿಗಳು ಭಾಗವಹಿಸಿದ್ದರು. ಸಂಸ್ಥೆಯ ಆವರಣದಲ್ಲಿ ವಿವಿಧ ಜಾತಿಯ ಗಿಡಗಳನ್ನು ನೆಡಲಾಯಿತು.: [486, 1672, 791, 1772]
- plant-photo-2: [81, 1265, 468, 1485]
